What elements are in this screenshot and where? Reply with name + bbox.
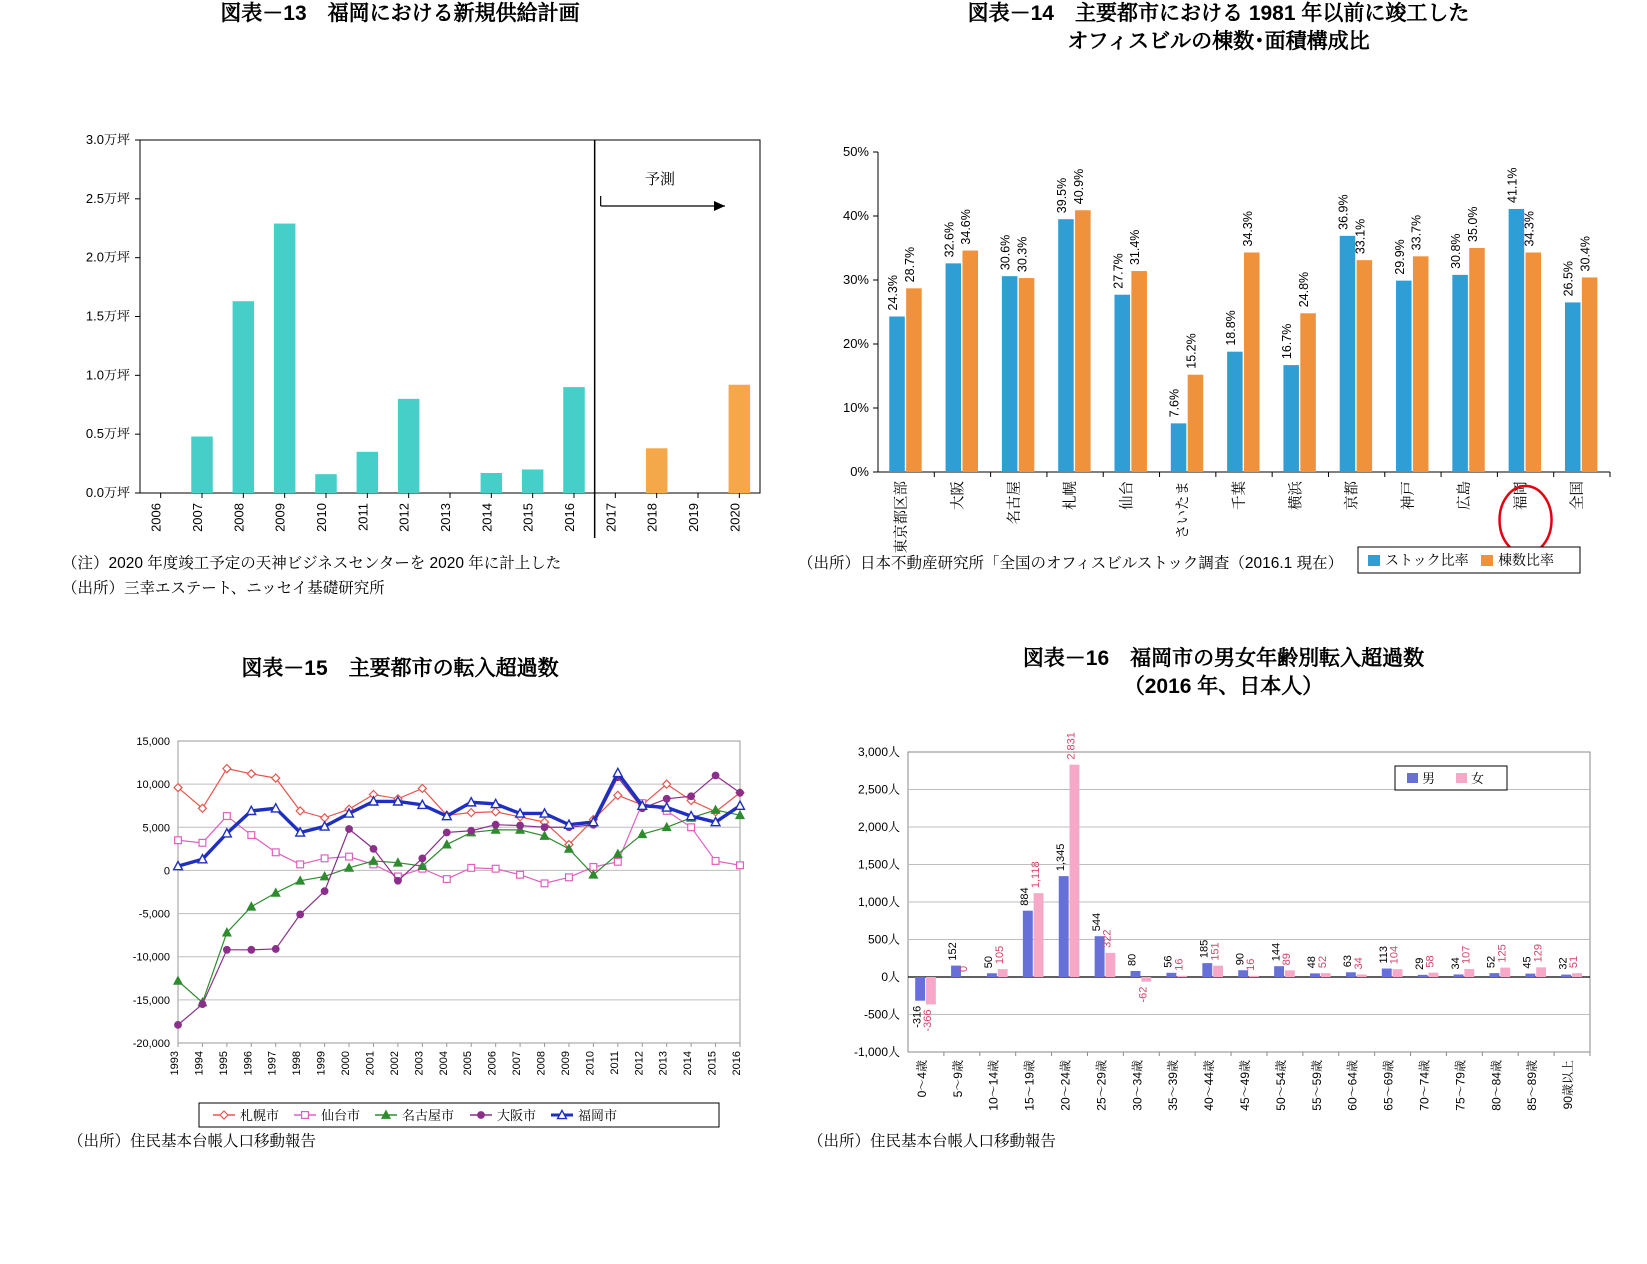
- svg-text:30.4%: 30.4%: [1578, 235, 1593, 272]
- svg-text:-62: -62: [1137, 986, 1150, 1003]
- svg-text:-10,000: -10,000: [132, 952, 170, 965]
- svg-text:40%: 40%: [842, 207, 869, 223]
- svg-text:福岡市: 福岡市: [578, 1108, 618, 1124]
- svg-text:0.5万坪: 0.5万坪: [85, 426, 130, 442]
- svg-text:棟数比率: 棟数比率: [1498, 551, 1554, 568]
- svg-text:0～4歳: 0～4歳: [914, 1059, 929, 1098]
- svg-text:50%: 50%: [842, 143, 869, 159]
- svg-text:52: 52: [1316, 955, 1329, 968]
- svg-text:2016: 2016: [731, 1051, 743, 1076]
- figure-16-title-line1: 図表－16 福岡市の男女年齢別転入超過数: [1022, 647, 1425, 670]
- figure-15-title: 図表－15 主要都市の転入超過数: [241, 657, 559, 680]
- svg-text:16.7%: 16.7%: [1280, 323, 1295, 359]
- svg-text:名古屋市: 名古屋市: [402, 1108, 455, 1124]
- svg-text:1,000人: 1,000人: [857, 894, 900, 909]
- figure-15-source: （出所）住民基本台帳人口移動報告: [68, 1133, 317, 1150]
- svg-text:7.6%: 7.6%: [1167, 388, 1182, 418]
- svg-text:10%: 10%: [842, 399, 869, 415]
- figure-16-title-line2: （2016 年、日本人）: [1123, 675, 1324, 699]
- svg-text:女: 女: [1471, 770, 1485, 786]
- svg-text:129: 129: [1532, 943, 1545, 963]
- svg-text:40～44歳: 40～44歳: [1202, 1059, 1217, 1111]
- svg-text:0: 0: [958, 965, 971, 972]
- svg-text:20%: 20%: [842, 335, 869, 351]
- svg-text:1993: 1993: [169, 1051, 181, 1076]
- svg-text:10～14歳: 10～14歳: [986, 1059, 1001, 1111]
- svg-text:20～24歳: 20～24歳: [1058, 1059, 1073, 1111]
- svg-text:2011: 2011: [355, 503, 371, 532]
- svg-text:2018: 2018: [644, 503, 660, 533]
- svg-text:2012: 2012: [633, 1051, 646, 1076]
- svg-text:26.5%: 26.5%: [1561, 260, 1576, 297]
- svg-text:3,000人: 3,000人: [857, 744, 900, 759]
- svg-text:18.8%: 18.8%: [1223, 309, 1238, 346]
- svg-text:-500人: -500人: [863, 1007, 900, 1022]
- svg-text:45～49歳: 45～49歳: [1238, 1059, 1252, 1111]
- figure-14-panel: [790, 0, 1647, 602]
- figure-16-title: [800, 645, 1647, 702]
- svg-text:36.9%: 36.9%: [1336, 194, 1351, 230]
- svg-text:34.6%: 34.6%: [959, 208, 974, 245]
- svg-text:85～89歳: 85～89歳: [1525, 1059, 1540, 1111]
- svg-text:500人: 500人: [867, 932, 900, 947]
- svg-text:15.2%: 15.2%: [1184, 332, 1199, 369]
- svg-text:32: 32: [1557, 957, 1570, 970]
- svg-text:5～9歳: 5～9歳: [950, 1059, 965, 1098]
- svg-text:広島: 広島: [1457, 480, 1474, 510]
- figure-15-svg: [0, 683, 800, 1153]
- svg-text:2,500人: 2,500人: [857, 782, 900, 797]
- svg-text:16: 16: [1173, 958, 1186, 971]
- figure-13-chart: [0, 28, 800, 568]
- figure-13-title: 図表－13 福岡における新規供給計画: [220, 2, 580, 25]
- svg-text:2014: 2014: [682, 1051, 695, 1076]
- svg-text:39.5%: 39.5%: [1054, 177, 1069, 213]
- svg-text:113: 113: [1377, 945, 1390, 964]
- svg-text:1.0万坪: 1.0万坪: [85, 367, 130, 383]
- svg-text:2000: 2000: [340, 1051, 353, 1076]
- figure-16-source: （出所）住民基本台帳人口移動報告: [808, 1133, 1057, 1150]
- figure-13-panel: [0, 0, 800, 597]
- svg-text:1,500人: 1,500人: [857, 857, 900, 872]
- svg-text:152: 152: [947, 941, 960, 961]
- figure-16-panel: [800, 645, 1647, 1182]
- svg-text:-15,000: -15,000: [132, 995, 170, 1008]
- svg-text:2005: 2005: [462, 1051, 475, 1076]
- svg-text:3.0万坪: 3.0万坪: [85, 132, 130, 148]
- svg-text:70～74歳: 70～74歳: [1417, 1059, 1432, 1111]
- svg-text:2011: 2011: [608, 1051, 621, 1075]
- figure-13-note: （注）2020 年度竣工予定の天神ビジネスセンターを 2020 年に計上した: [62, 555, 562, 572]
- svg-text:2004: 2004: [437, 1051, 450, 1076]
- figure-14-svg: [790, 57, 1647, 602]
- svg-text:2013: 2013: [438, 503, 453, 533]
- svg-text:予測: 予測: [644, 171, 676, 189]
- svg-text:1995: 1995: [217, 1051, 230, 1076]
- svg-text:884: 884: [1019, 887, 1032, 906]
- figure-14-chart: [790, 57, 1647, 602]
- svg-text:30%: 30%: [842, 271, 869, 287]
- svg-text:千葉: 千葉: [1232, 480, 1248, 510]
- figure-14-title-line2: オフィスビルの棟数･面積構成比: [1067, 30, 1370, 54]
- svg-text:48: 48: [1306, 955, 1319, 969]
- svg-text:1997: 1997: [266, 1051, 279, 1076]
- svg-text:35～39歳: 35～39歳: [1166, 1059, 1181, 1111]
- svg-text:さいたま: さいたま: [1175, 480, 1192, 539]
- svg-text:151: 151: [1209, 942, 1222, 961]
- svg-text:90: 90: [1234, 952, 1247, 965]
- svg-text:5,000: 5,000: [142, 822, 170, 835]
- svg-text:50: 50: [983, 955, 996, 968]
- svg-text:105: 105: [993, 945, 1006, 964]
- svg-text:2007: 2007: [190, 503, 205, 533]
- svg-text:58: 58: [1424, 955, 1437, 968]
- svg-text:51: 51: [1568, 955, 1581, 968]
- svg-text:16: 16: [1245, 958, 1258, 971]
- svg-text:京都: 京都: [1344, 480, 1361, 510]
- svg-text:2006: 2006: [486, 1051, 499, 1076]
- svg-text:2009: 2009: [272, 503, 288, 533]
- svg-text:63: 63: [1342, 954, 1355, 967]
- svg-text:80～84歳: 80～84歳: [1489, 1059, 1504, 1111]
- svg-text:0: 0: [163, 865, 170, 878]
- figure-16-svg: [800, 702, 1647, 1182]
- svg-text:544: 544: [1090, 912, 1103, 931]
- svg-text:50～54歳: 50～54歳: [1273, 1059, 1288, 1111]
- svg-text:男: 男: [1422, 770, 1436, 786]
- svg-text:2007: 2007: [511, 1051, 524, 1076]
- svg-text:横浜: 横浜: [1288, 480, 1305, 510]
- svg-text:2002: 2002: [388, 1051, 401, 1076]
- svg-text:2003: 2003: [413, 1051, 426, 1076]
- svg-text:2,000人: 2,000人: [857, 819, 900, 834]
- figure-14-source: （出所）日本不動産研究所「全国のオフィスビルストック調査（2016.1 現在）: [798, 555, 1344, 572]
- svg-text:24.8%: 24.8%: [1297, 271, 1312, 307]
- svg-text:90歳以上: 90歳以上: [1561, 1059, 1576, 1110]
- svg-text:全国: 全国: [1569, 480, 1586, 510]
- svg-text:-316: -316: [911, 1005, 924, 1028]
- svg-text:28.7%: 28.7%: [902, 246, 917, 283]
- svg-text:15～19歳: 15～19歳: [1022, 1059, 1037, 1111]
- svg-text:2008: 2008: [535, 1051, 548, 1076]
- svg-text:1,118: 1,118: [1029, 861, 1042, 888]
- svg-text:2017: 2017: [603, 503, 619, 533]
- svg-text:56: 56: [1162, 955, 1175, 968]
- svg-text:33.1%: 33.1%: [1353, 218, 1368, 254]
- svg-text:0人: 0人: [881, 969, 900, 984]
- svg-text:25～29歳: 25～29歳: [1094, 1059, 1109, 1111]
- svg-text:34.3%: 34.3%: [1240, 210, 1255, 247]
- svg-text:30.6%: 30.6%: [998, 234, 1013, 270]
- svg-text:125: 125: [1496, 943, 1509, 963]
- svg-text:札幌: 札幌: [1063, 480, 1080, 510]
- svg-text:2015: 2015: [706, 1051, 719, 1076]
- svg-text:2014: 2014: [479, 503, 495, 533]
- svg-text:1998: 1998: [291, 1051, 304, 1076]
- svg-text:40.9%: 40.9%: [1071, 168, 1086, 204]
- svg-text:41.1%: 41.1%: [1505, 167, 1520, 203]
- figure-13-source: （出所）三幸エステート、ニッセイ基礎研究所: [62, 580, 385, 597]
- figure-15-panel: [0, 655, 800, 1153]
- svg-text:144: 144: [1270, 942, 1283, 961]
- svg-text:30～34歳: 30～34歳: [1130, 1059, 1145, 1111]
- svg-text:2019: 2019: [686, 503, 701, 533]
- svg-text:2006: 2006: [148, 503, 164, 533]
- figure-13-svg: [0, 28, 800, 568]
- svg-text:34: 34: [1449, 956, 1462, 970]
- svg-text:185: 185: [1198, 939, 1211, 958]
- svg-text:322: 322: [1101, 929, 1114, 948]
- svg-text:1999: 1999: [315, 1051, 328, 1076]
- svg-text:65～69歳: 65～69歳: [1381, 1059, 1396, 1111]
- svg-text:0%: 0%: [850, 463, 869, 479]
- svg-text:2015: 2015: [520, 503, 536, 533]
- svg-text:2.0万坪: 2.0万坪: [85, 250, 130, 266]
- svg-text:2013: 2013: [657, 1051, 670, 1076]
- svg-text:1,345: 1,345: [1054, 843, 1067, 871]
- svg-text:2012: 2012: [396, 503, 412, 533]
- svg-text:2010: 2010: [584, 1051, 597, 1076]
- svg-text:107: 107: [1460, 945, 1473, 964]
- svg-text:2016: 2016: [562, 503, 577, 533]
- figure-14-title-line1: 図表－14 主要都市における 1981 年以前に竣工した: [967, 2, 1470, 25]
- svg-text:0.0万坪: 0.0万坪: [85, 485, 130, 501]
- svg-text:80: 80: [1126, 953, 1139, 966]
- svg-text:30.3%: 30.3%: [1015, 236, 1030, 272]
- svg-text:仙台: 仙台: [1119, 480, 1136, 510]
- svg-text:2009: 2009: [559, 1051, 572, 1076]
- figure-14-title: [790, 0, 1647, 57]
- figure-16-chart: [800, 702, 1647, 1182]
- svg-text:福岡: 福岡: [1513, 480, 1530, 510]
- svg-text:札幌市: 札幌市: [240, 1108, 280, 1124]
- svg-text:-1,000人: -1,000人: [853, 1044, 900, 1059]
- svg-text:-20,000: -20,000: [132, 1038, 170, 1051]
- svg-text:52: 52: [1485, 955, 1498, 968]
- figure-15-chart: [0, 683, 800, 1153]
- svg-text:30.8%: 30.8%: [1449, 233, 1464, 269]
- svg-text:2.5万坪: 2.5万坪: [85, 191, 130, 207]
- svg-text:-5,000: -5,000: [138, 908, 170, 921]
- svg-text:10,000: 10,000: [136, 779, 170, 792]
- svg-text:29: 29: [1413, 957, 1426, 970]
- svg-text:35.0%: 35.0%: [1466, 206, 1481, 242]
- svg-text:60～64歳: 60～64歳: [1345, 1059, 1360, 1111]
- svg-text:1.5万坪: 1.5万坪: [85, 308, 130, 324]
- svg-text:神戸: 神戸: [1400, 480, 1417, 510]
- svg-text:75～79歳: 75～79歳: [1453, 1059, 1468, 1111]
- svg-text:31.4%: 31.4%: [1128, 229, 1143, 265]
- svg-text:24.3%: 24.3%: [886, 274, 901, 311]
- svg-text:1996: 1996: [242, 1051, 255, 1076]
- svg-text:2010: 2010: [314, 503, 329, 533]
- svg-text:ストック比率: ストック比率: [1385, 551, 1469, 568]
- svg-text:仙台市: 仙台市: [321, 1108, 361, 1124]
- svg-text:2001: 2001: [364, 1051, 377, 1076]
- svg-text:29.9%: 29.9%: [1392, 238, 1407, 275]
- svg-text:45: 45: [1521, 956, 1534, 969]
- svg-text:-366: -366: [922, 1009, 935, 1032]
- svg-text:104: 104: [1388, 945, 1401, 964]
- svg-text:27.7%: 27.7%: [1111, 252, 1126, 289]
- svg-text:1994: 1994: [193, 1051, 206, 1076]
- svg-text:33.7%: 33.7%: [1409, 214, 1424, 251]
- svg-text:34.3%: 34.3%: [1522, 210, 1537, 247]
- svg-text:34: 34: [1352, 956, 1365, 970]
- svg-text:大阪: 大阪: [950, 480, 967, 510]
- svg-text:2,831: 2,831: [1065, 731, 1078, 760]
- svg-text:89: 89: [1281, 952, 1294, 966]
- svg-text:15,000: 15,000: [136, 736, 170, 749]
- svg-text:55～59歳: 55～59歳: [1309, 1059, 1324, 1111]
- svg-text:32.6%: 32.6%: [942, 221, 957, 258]
- svg-text:2020: 2020: [727, 503, 743, 533]
- svg-text:名古屋: 名古屋: [1006, 480, 1023, 525]
- svg-text:大阪市: 大阪市: [497, 1108, 537, 1124]
- svg-text:2008: 2008: [231, 503, 247, 533]
- svg-text:東京都区部: 東京都区部: [894, 480, 911, 554]
